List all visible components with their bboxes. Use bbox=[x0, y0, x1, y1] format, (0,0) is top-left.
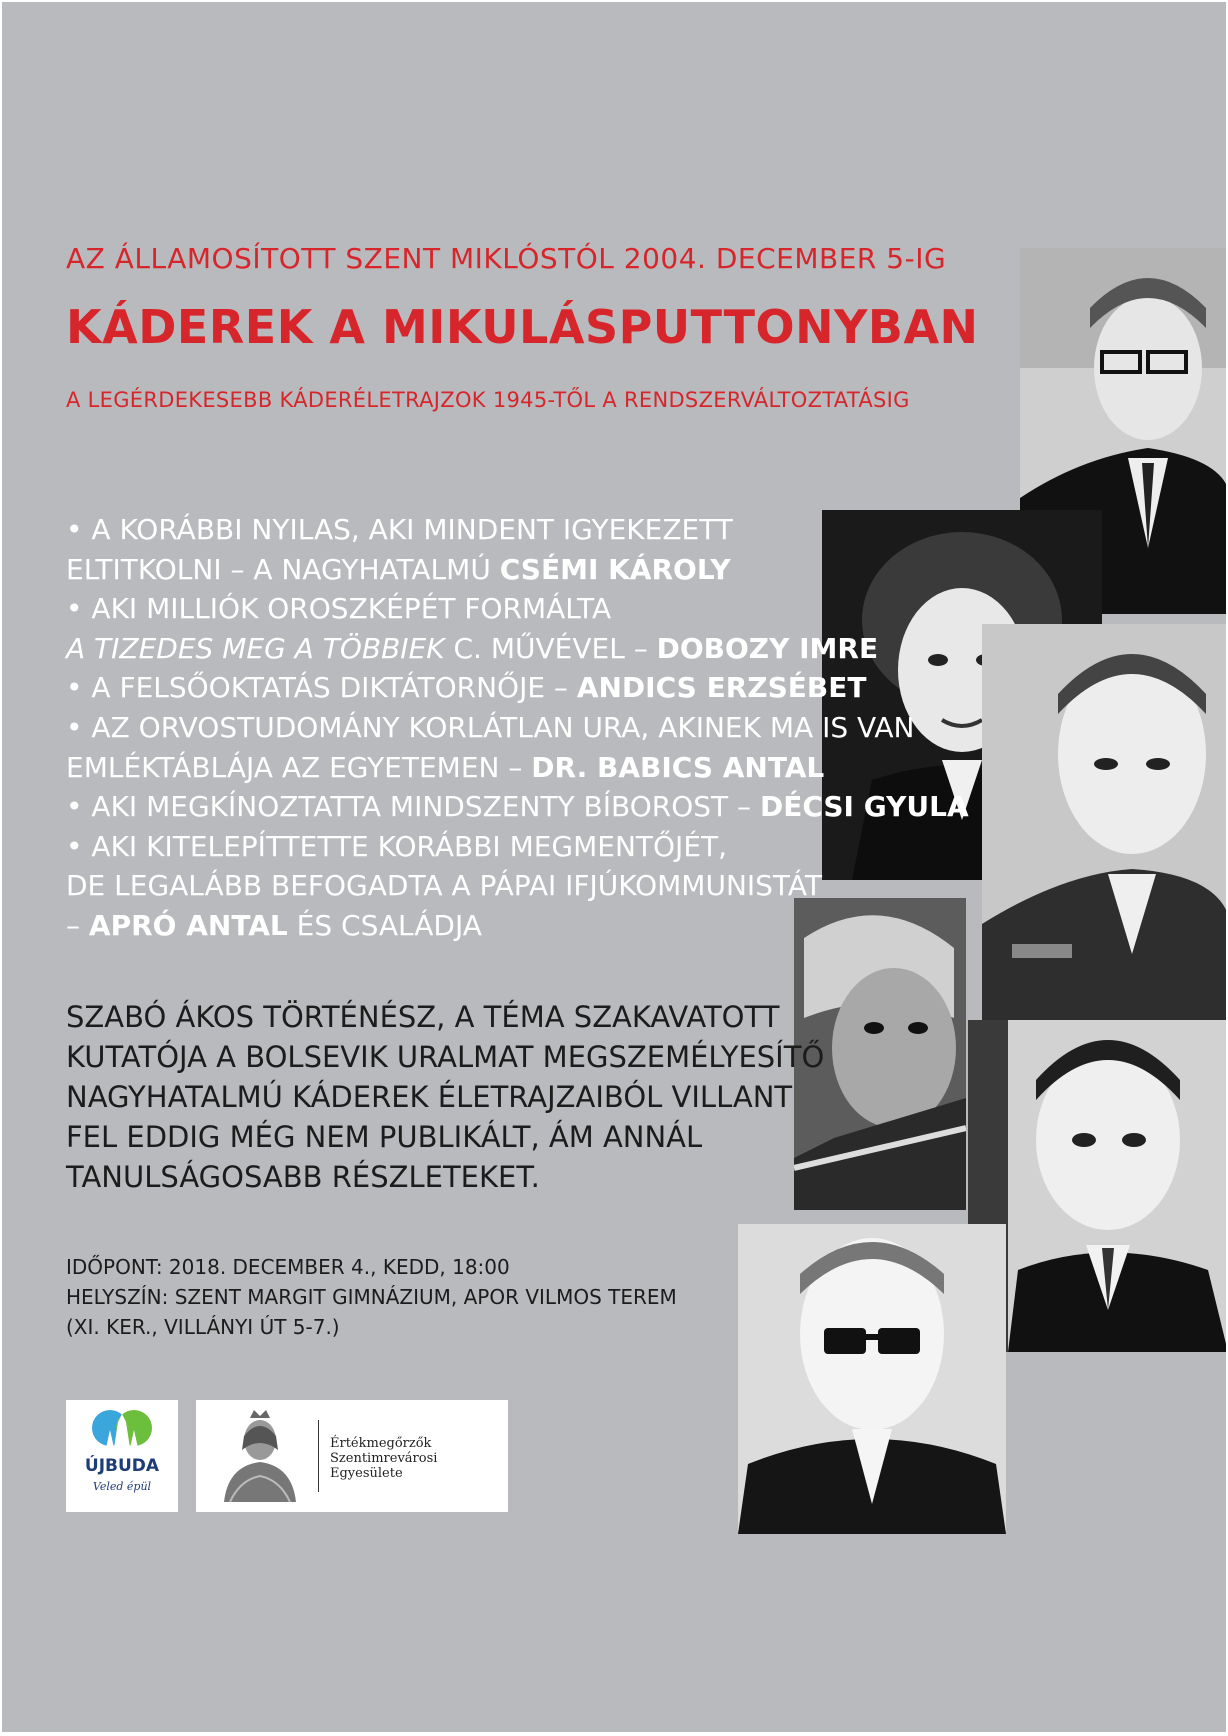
bullet-text: • AKI KITELEPÍTTETTE KORÁBBI MEGMENTŐJÉT, bbox=[66, 829, 728, 863]
bullet-line bbox=[66, 589, 926, 629]
person-name: CSÉMI KÁROLY bbox=[499, 552, 731, 586]
bullet-text: ELTITKOLNI – A NAGYHATALMÚ bbox=[66, 552, 500, 586]
event-kicker: AZ ÁLLAMOSÍTOTT SZENT MIKLÓSTÓL 2004. DECEMBER 5-IG bbox=[66, 242, 947, 275]
description-line: SZABÓ ÁKOS TÖRTÉNÉSZ, A TÉMA SZAKAVATOTT bbox=[66, 1000, 780, 1034]
bullet-text: • A KORÁBBI NYILAS, AKI MINDENT IGYEKEZETT bbox=[66, 513, 733, 546]
ujbuda-heart-icon bbox=[66, 1404, 178, 1460]
association-name-line: Szentimrevárosi bbox=[330, 1451, 438, 1466]
bullet-line bbox=[66, 629, 926, 669]
bullet-text: EMLÉKTÁBLÁJA AZ EGYETEMEN – bbox=[66, 750, 532, 784]
description-line: KUTATÓJA A BOLSEVIK URALMAT MEGSZEMÉLYESÍTŐ bbox=[66, 1040, 825, 1074]
bullet-line bbox=[66, 668, 926, 708]
bullet-text: – bbox=[66, 908, 89, 942]
ujbuda-name: ÚJBUDA bbox=[84, 1456, 160, 1476]
event-description bbox=[66, 997, 826, 1197]
ujbuda-tagline: Veled épül bbox=[92, 1480, 152, 1493]
saint-emeric-bust-icon bbox=[210, 1406, 310, 1506]
bullet-line bbox=[66, 827, 926, 867]
description-line: NAGYHATALMÚ KÁDEREK ÉLETRAJZAIBÓL VILLANT bbox=[66, 1080, 793, 1114]
event-details bbox=[66, 1252, 677, 1342]
association-logo bbox=[196, 1400, 508, 1512]
bullet-line bbox=[66, 906, 926, 946]
bullet-text: C. MŰVÉVEL – bbox=[444, 631, 657, 665]
event-place: HELYSZÍN: SZENT MARGIT GIMNÁZIUM, APOR VILMOS TEREM bbox=[66, 1285, 677, 1309]
person-name: DR. BABICS ANTAL bbox=[531, 750, 825, 784]
bullet-text: • AKI MILLIÓK OROSZKÉPÉT FORMÁLTA bbox=[66, 592, 612, 626]
description-line: TANULSÁGOSABB RÉSZLETEKET. bbox=[66, 1160, 540, 1194]
bullet-line bbox=[66, 866, 926, 906]
event-subtitle: A LEGÉRDEKESEBB KÁDERÉLETRAJZOK 1945-TŐL A RENDSZERVÁLTOZTATÁSIG bbox=[66, 388, 910, 412]
association-name-line: Értékmegőrzők bbox=[330, 1436, 432, 1451]
bullet-text: ÉS CSALÁDJA bbox=[287, 908, 482, 942]
description-line: FEL EDDIG MÉG NEM PUBLIKÁLT, ÁM ANNÁL bbox=[66, 1120, 703, 1154]
ujbuda-logo bbox=[66, 1400, 178, 1512]
association-name bbox=[330, 1436, 437, 1481]
poster bbox=[2, 2, 1226, 1732]
bullet-text: • AKI MEGKÍNOZTATTA MINDSZENTY BÍBOROST – bbox=[66, 790, 760, 824]
bullet-line bbox=[66, 510, 926, 550]
bullet-text: • A FELSŐOKTATÁS DIKTÁTORNŐJE – bbox=[66, 671, 577, 705]
person-name: DÉCSI GYULA bbox=[759, 790, 969, 824]
portrait-photo-3 bbox=[982, 624, 1226, 1022]
event-title: KÁDEREK A MIKULÁSPUTTONYBAN bbox=[66, 300, 979, 354]
person-name: DOBOZY IMRE bbox=[656, 631, 879, 665]
bullet-line bbox=[66, 550, 926, 590]
event-address: (XI. KER., VILLÁNYI ÚT 5-7.) bbox=[66, 1315, 340, 1339]
portrait-photo-5 bbox=[968, 1020, 1226, 1352]
bullet-line bbox=[66, 748, 926, 788]
person-name: ANDICS ERZSÉBET bbox=[576, 671, 867, 705]
bullet-text: DE LEGALÁBB BEFOGADTA A PÁPAI IFJÚKOMMUNISTÁT bbox=[66, 869, 822, 903]
logo-divider bbox=[318, 1420, 319, 1492]
work-title: A TIZEDES MEG A TÖBBIEK bbox=[66, 631, 445, 665]
event-time: IDŐPONT: 2018. DECEMBER 4., KEDD, 18:00 bbox=[66, 1255, 510, 1279]
person-name: APRÓ ANTAL bbox=[88, 908, 288, 942]
topic-bullet-list bbox=[66, 510, 969, 946]
bullet-line bbox=[66, 708, 926, 748]
bullet-line bbox=[66, 787, 969, 827]
portrait-photo-6 bbox=[738, 1224, 1006, 1534]
association-name-line: Egyesülete bbox=[330, 1466, 403, 1481]
bullet-text: • AZ ORVOSTUDOMÁNY KORLÁTLAN URA, AKINEK MA IS VAN bbox=[66, 710, 915, 744]
